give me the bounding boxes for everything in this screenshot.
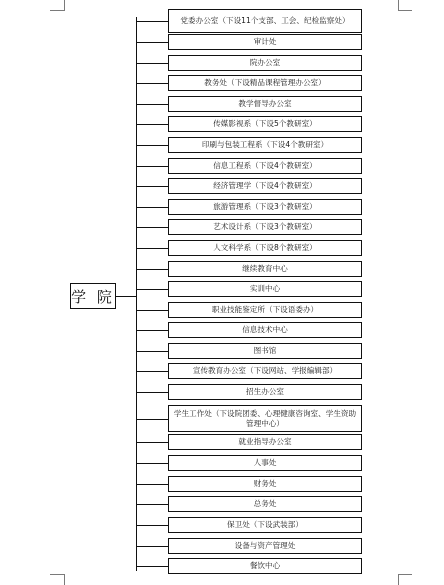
department-box: 学生工作处（下设院团委、心理健康咨询室、学生资助管理中心） <box>168 405 362 432</box>
crop-mark <box>398 574 399 585</box>
crop-mark <box>64 0 65 11</box>
department-box: 党委办公室（下设11个支部、工会、纪检监察处） <box>168 9 362 33</box>
department-box: 实训中心 <box>168 281 362 297</box>
department-box: 传媒影视系（下设5个教研室） <box>168 116 362 132</box>
branch-connector <box>137 484 168 485</box>
branch-connector <box>137 63 168 64</box>
root-node-college: 学 院 <box>70 283 116 309</box>
branch-connector <box>137 330 168 331</box>
branch-connector <box>137 104 168 105</box>
branch-connector <box>137 442 168 443</box>
department-box: 院办公室 <box>168 55 362 71</box>
department-box: 教务处（下设精品课程管理办公室） <box>168 75 362 91</box>
branch-connector <box>137 371 168 372</box>
department-box: 经济管理学（下设4个教研室） <box>168 178 362 194</box>
crop-mark <box>50 10 64 11</box>
branch-connector <box>137 227 168 228</box>
department-box: 图书馆 <box>168 343 362 359</box>
department-box: 印刷与包装工程系（下设4个教研室） <box>168 137 362 153</box>
crop-mark <box>50 574 64 575</box>
branch-connector <box>137 207 168 208</box>
department-box: 保卫处（下设武装部） <box>168 517 362 533</box>
branch-connector <box>137 566 168 567</box>
branch-connector <box>137 269 168 270</box>
department-box: 人文科学系（下设8个教研室） <box>168 240 362 256</box>
department-box: 教学督导办公室 <box>168 96 362 112</box>
crop-mark <box>398 574 412 575</box>
department-box: 信息技术中心 <box>168 322 362 338</box>
department-box: 宣传教育办公室（下设网站、学报编辑部） <box>168 363 362 379</box>
trunk-line <box>136 17 137 571</box>
branch-connector <box>137 289 168 290</box>
branch-connector <box>137 124 168 125</box>
branch-connector <box>137 248 168 249</box>
department-box: 招生办公室 <box>168 384 362 400</box>
branch-connector <box>137 42 168 43</box>
department-box: 艺术设计系（下设3个教研室） <box>168 219 362 235</box>
department-box: 信息工程系（下设4个教研室） <box>168 158 362 174</box>
branch-connector <box>137 463 168 464</box>
department-box: 职业技能鉴定所（下设语委办） <box>168 302 362 318</box>
branch-connector <box>137 310 168 311</box>
department-box: 继续教育中心 <box>168 261 362 277</box>
department-box: 设备与资产管理处 <box>168 538 362 554</box>
department-box: 财务处 <box>168 476 362 492</box>
branch-connector <box>137 166 168 167</box>
department-box: 餐饮中心 <box>168 558 362 574</box>
branch-connector <box>137 392 168 393</box>
department-box: 旅游管理系（下设3个教研室） <box>168 199 362 215</box>
branch-connector <box>137 351 168 352</box>
department-box: 就业指导办公室 <box>168 434 362 450</box>
department-box: 审计处 <box>168 34 362 50</box>
branch-connector <box>137 419 168 420</box>
branch-connector <box>137 186 168 187</box>
branch-connector <box>137 145 168 146</box>
crop-mark <box>398 10 412 11</box>
branch-connector <box>137 21 168 22</box>
branch-connector <box>137 546 168 547</box>
department-box: 总务处 <box>168 496 362 512</box>
branch-connector <box>137 504 168 505</box>
branch-connector <box>137 525 168 526</box>
branch-connector <box>137 83 168 84</box>
crop-mark <box>64 574 65 585</box>
department-box: 人事处 <box>168 455 362 471</box>
root-connector <box>116 296 136 297</box>
crop-mark <box>398 0 399 11</box>
